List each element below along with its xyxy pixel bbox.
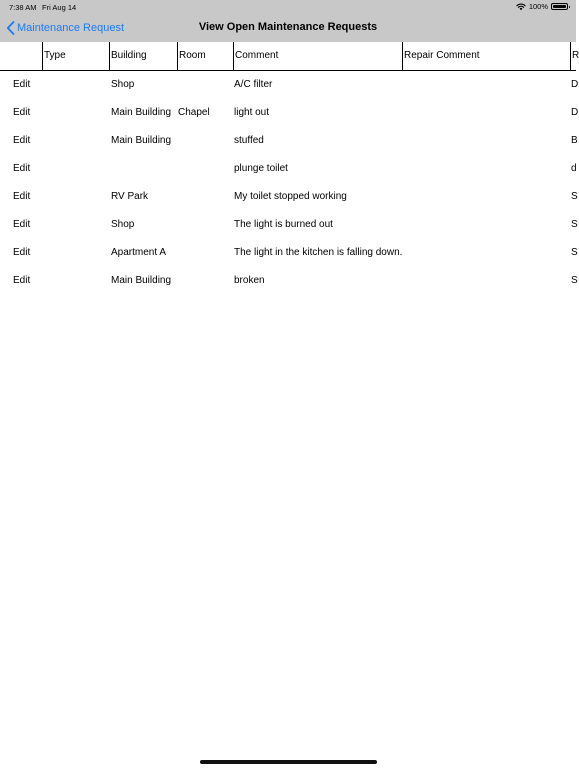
comment-cell: A/C filter [234, 79, 273, 90]
type-cell [44, 127, 108, 155]
building-cell: Apartment A [111, 247, 167, 258]
page-title: View Open Maintenance Requests [198, 21, 378, 33]
building-cell: Shop [111, 79, 135, 90]
table-row[interactable] [0, 99, 579, 127]
table-row[interactable] [0, 71, 579, 99]
back-button-label: Maintenance Request [17, 22, 125, 34]
status-time: 7:38 AM [9, 3, 37, 12]
edit-link[interactable]: Edit [13, 163, 31, 174]
repair-comment-cell [403, 127, 569, 155]
repair-comment-cell [403, 239, 569, 267]
repair-comment-cell [403, 155, 569, 183]
building-cell [111, 155, 176, 183]
table-row[interactable] [0, 155, 576, 183]
header-action [0, 42, 42, 70]
type-cell [44, 183, 108, 211]
requests-table [0, 42, 579, 295]
table-row[interactable] [0, 267, 576, 295]
table-row[interactable] [0, 211, 576, 239]
repair-comment-cell [403, 71, 569, 99]
table-row[interactable] [0, 183, 576, 211]
truncated-cell: S [571, 219, 578, 230]
comment-cell: The light in the kitchen is falling down. [234, 247, 403, 258]
building-cell: Main Building [111, 107, 172, 118]
truncated-cell: d [571, 163, 577, 174]
truncated-cell: S [571, 191, 578, 202]
room-cell [178, 155, 232, 183]
edit-link[interactable]: Edit [13, 275, 31, 286]
building-cell: RV Park [111, 191, 149, 202]
status-date: Fri Aug 14 [42, 3, 77, 12]
repair-comment-cell [403, 183, 569, 211]
repair-comment-cell [403, 211, 569, 239]
table-body [0, 71, 579, 295]
comment-cell: plunge toilet [234, 163, 288, 174]
comment-cell: light out [234, 107, 270, 118]
table-row[interactable] [0, 239, 576, 267]
header-truncated: R [570, 42, 576, 70]
type-cell [44, 211, 108, 239]
table-row[interactable] [0, 127, 576, 155]
wifi-icon [516, 3, 526, 11]
building-cell: Main Building [111, 135, 172, 146]
repair-comment-cell [403, 267, 569, 295]
edit-link[interactable]: Edit [13, 191, 31, 202]
header-room: Room [177, 42, 233, 70]
truncated-cell: S [571, 275, 578, 286]
comment-cell: My toilet stopped working [234, 191, 347, 202]
room-cell: Chapel [178, 107, 210, 118]
header-type: Type [42, 42, 109, 70]
battery-percentage: 100% [528, 2, 548, 11]
room-cell [178, 267, 232, 295]
comment-cell: stuffed [234, 135, 264, 146]
comment-cell: broken [234, 275, 265, 286]
room-cell [178, 127, 232, 155]
comment-cell: The light is burned out [234, 219, 333, 230]
building-cell: Main Building [111, 275, 172, 286]
type-cell [44, 71, 108, 99]
edit-link[interactable]: Edit [13, 219, 31, 230]
edit-link[interactable]: Edit [13, 79, 31, 90]
edit-link[interactable]: Edit [13, 135, 31, 146]
type-cell [44, 267, 108, 295]
table-header-row [0, 42, 579, 71]
battery-icon [551, 3, 568, 10]
room-cell [178, 183, 232, 211]
edit-link[interactable]: Edit [13, 107, 31, 118]
header-repair-comment: Repair Comment [402, 42, 570, 70]
truncated-cell: D [571, 107, 579, 118]
status-indicators [516, 2, 568, 11]
home-indicator[interactable] [200, 760, 377, 764]
header-comment: Comment [233, 42, 402, 70]
truncated-cell: D [571, 79, 579, 90]
type-cell [44, 239, 108, 267]
header-building: Building [109, 42, 177, 70]
room-cell [178, 239, 232, 267]
repair-comment-cell [403, 99, 569, 127]
type-cell [44, 99, 108, 127]
edit-link[interactable]: Edit [13, 247, 31, 258]
room-cell [178, 211, 232, 239]
type-cell [44, 155, 108, 183]
navigation-bar [0, 0, 576, 42]
truncated-cell: S [571, 247, 578, 258]
room-cell [178, 71, 232, 99]
building-cell: Shop [111, 219, 135, 230]
truncated-cell: B [571, 135, 578, 146]
